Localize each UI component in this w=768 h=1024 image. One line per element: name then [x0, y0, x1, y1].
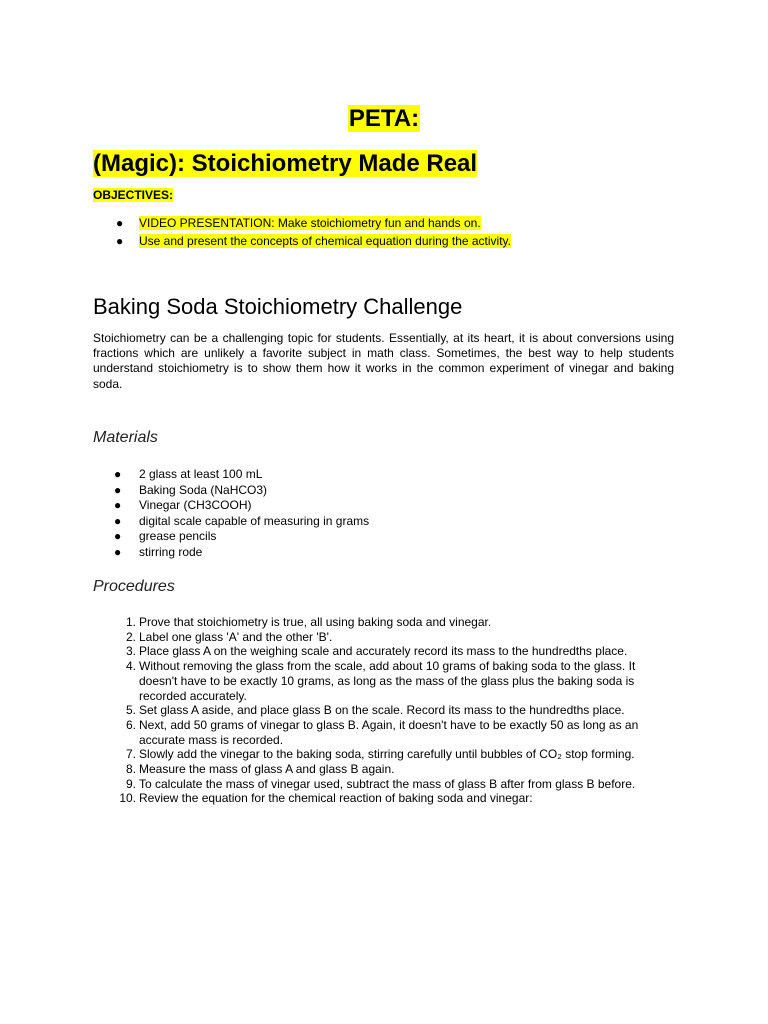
document-subtitle [93, 148, 477, 180]
bullet-icon: ● [116, 234, 124, 248]
intro-paragraph: Stoichiometry can be a challenging topic for students. Essentially, at its heart, it is about conversions using fractions which are unlikely a favorite subject in math class. Sometimes, the best way to help students understand stoichiometry is to show them how it works in the common experiment of vinegar and baking soda. [93, 331, 674, 391]
section-heading: Baking Soda Stoichiometry Challenge [93, 294, 463, 319]
list-item: 3. Place glass A on the weighing scale and accurately record its mass to the hundredths place. [125, 644, 628, 659]
list-item: 9. To calculate the mass of vinegar used, subtract the mass of glass B after from glass B before. [125, 776, 636, 791]
list-item: 10. Review the equation for the chemical reaction of baking soda and vinegar: [119, 791, 533, 806]
list-item: 1. Prove that stoichiometry is true, all using baking soda and vinegar. [125, 615, 492, 629]
list-item: ● Vinegar (CH3COOH) [114, 498, 252, 513]
bullet-icon: ● [116, 216, 124, 230]
page-title [0, 104, 768, 134]
bullet-icon: ● [114, 513, 122, 528]
procedures-heading: Procedures [93, 578, 175, 595]
procedures-list [93, 615, 673, 806]
objectives-label-text: OBJECTIVES: [93, 188, 174, 202]
list-item: ● digital scale capable of measuring in grams [114, 513, 370, 528]
list-item: 2. Label one glass 'A' and the other 'B'. [125, 629, 333, 644]
list-item: ● 2 glass at least 100 mL [114, 467, 263, 481]
bullet-icon: ● [114, 498, 122, 513]
list-item: ● stirring rode [114, 544, 203, 559]
bullet-icon: ● [114, 482, 122, 497]
bullet-icon: ● [114, 529, 122, 544]
list-item: ● Baking Soda (NaHCO3) [114, 482, 268, 497]
list-item: ● grease pencils [114, 529, 217, 544]
list-item: 4. Without removing the glass from the scale, add about 10 grams of baking soda to the glass. It doesn't have to be exactly 10 grams, as long as the mass of the glass plus the baking soda is recorded accurately. [125, 659, 636, 703]
list-item: ● Use and present the concepts of chemical equation during the activity. [116, 234, 511, 248]
bullet-icon: ● [114, 467, 122, 481]
objectives-label [93, 188, 173, 203]
materials-list [93, 467, 369, 561]
page-title-text: PETA: [348, 105, 420, 132]
list-item: ● VIDEO PRESENTATION: Make stoichiometry fun and hands on. [116, 216, 481, 230]
bullet-icon: ● [114, 544, 122, 559]
materials-heading: Materials [93, 429, 158, 446]
list-item: 8. Measure the mass of glass A and glass B again. [125, 762, 395, 777]
list-item: 7. Slowly add the vinegar to the baking soda, stirring carefully until bubbles of CO₂ stop forming. [125, 747, 635, 762]
list-item: 5. Set glass A aside, and place glass B on the scale. Record its mass to the hundredths place. [125, 703, 625, 718]
list-item: 6. Next, add 50 grams of vinegar to glass B. Again, it doesn't have to be exactly 50 as long as an accurate mass is recorded. [125, 717, 639, 747]
document-subtitle-text: (Magic): Stoichiometry Made Real [93, 150, 478, 177]
objectives-list [93, 214, 511, 250]
